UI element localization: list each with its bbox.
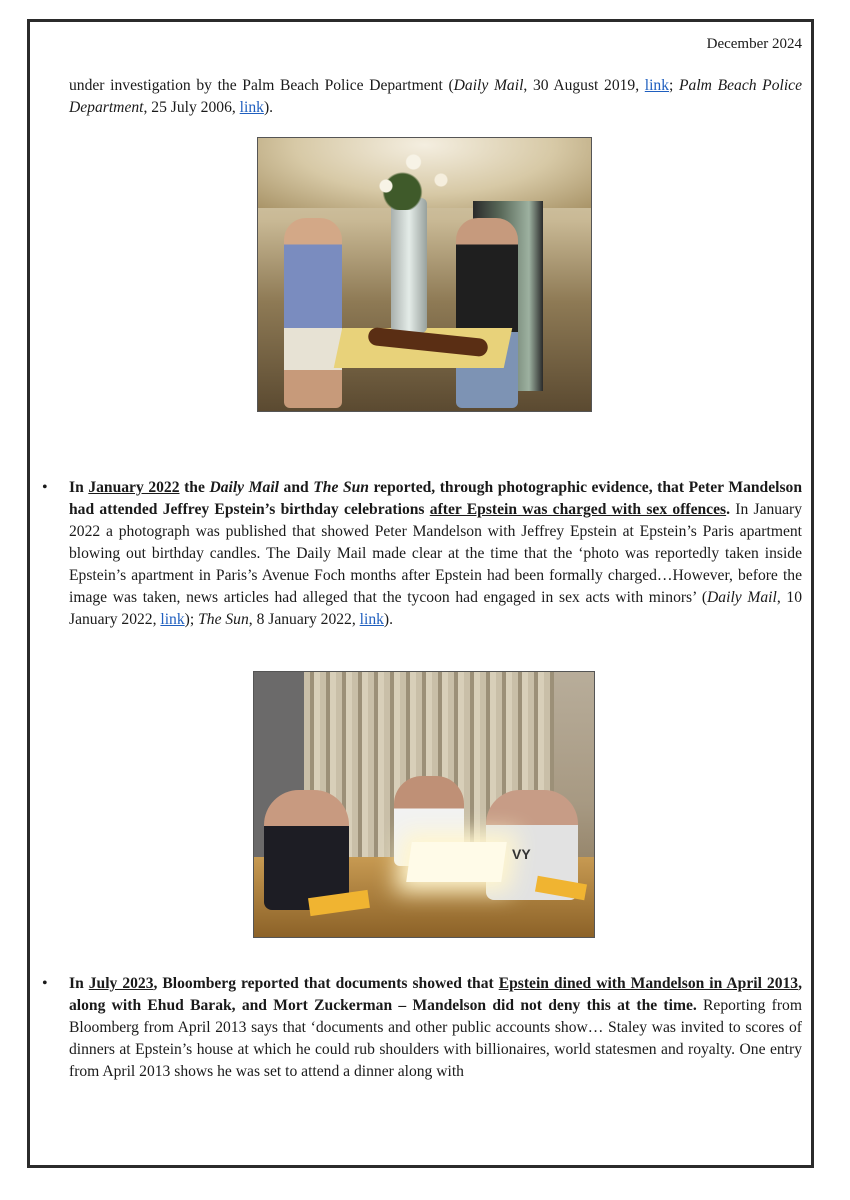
highlight-date: January 2022: [88, 479, 180, 496]
link-palm-beach-2006[interactable]: link: [239, 99, 264, 116]
source-daily-mail: Daily Mail: [453, 77, 524, 94]
photo-dinner-scene: [253, 671, 595, 938]
bullet-item-january-2022: • In January 2022 the Daily Mail and The Sun reported, through photographic evidence, that Peter Mandelson had attended Jeffrey Epstein’s birthday celebrations after Epstein was charged with sex offences. In January 2022 a photograph was published that showed Peter Mandelson with Jeffrey Epstein at Epstein’s Paris apartment blowing out birthday candles. The Daily Mail made clear at the time that the ‘photo was reportedly taken inside Epstein’s apartment in Paris’s Avenue Foch months after Epstein had been formally charged…However, before the image was taken, news articles had alleged that the tycoon had engaged in sex acts with minors’ (Daily Mail, 10 January 2022, link); The Sun, 8 January 2022, link).: [42, 479, 803, 628]
intro-text: under investigation by the Palm Beach Police Department (: [69, 77, 454, 94]
intro-text: , 25 July 2006,: [143, 99, 240, 116]
intro-text: , 30 August 2019,: [523, 77, 645, 94]
bullet-body-text: In January 2022 a photograph was published that showed Peter Mandelson with Jeffrey Epstein at Epstein’s Paris apartment blowing out birthday candles. The Daily Mail made clear at the time that the ‘photo was reportedly taken inside Epstein’s apartment in Paris’s Avenue Foch months after Epstein had been formally charged…However, before the image was taken, news articles had alleged that the tycoon had engaged in sex acts with minors’ (: [69, 501, 803, 606]
document-date: December 2024: [706, 36, 802, 52]
bullet-icon: •: [42, 975, 48, 992]
link-daily-mail-2019[interactable]: link: [644, 77, 670, 94]
bullet-body-text: Reporting from Bloomberg from April 2013 says that ‘documents and other public accounts show… Staley was invited to scores of dinners at Epstein’s house at which he could rub shoulders with billionaires, world statesmen and royalty. One entry from April 2013 shows he was set to attend a dinner along with: [69, 997, 802, 1080]
link-daily-mail-2022[interactable]: link: [160, 611, 185, 628]
intro-text: ).: [263, 99, 274, 116]
link-the-sun-2022[interactable]: link: [359, 611, 384, 628]
intro-paragraph: [69, 75, 802, 119]
intro-text: ;: [669, 77, 680, 94]
highlight-claim: after Epstein was charged with sex offences: [429, 501, 727, 518]
highlight-claim: Epstein dined with Mandelson in April 2013: [498, 975, 799, 992]
source-palm-beach-police: Palm Beach Police Department: [69, 77, 803, 116]
bullet-item-july-2023: • In July 2023, Bloomberg reported that documents showed that Epstein dined with Mandelson in April 2013, along with Ehud Barak, and Mort Zuckerman – Mandelson did not deny this at the time. Reporting from Bloomberg from April 2013 says that ‘documents and other public accounts show… Staley was invited to scores of dinners at Epstein’s house at which he could rub shoulders with billionaires, world statesmen and royalty. One entry from April 2013 shows he was set to attend a dinner along with: [42, 975, 802, 1080]
shirt-lettering: VY: [512, 846, 531, 862]
highlight-date: July 2023: [88, 975, 154, 992]
bullet-icon: •: [42, 479, 48, 496]
photo-interior-scene: [257, 137, 592, 412]
